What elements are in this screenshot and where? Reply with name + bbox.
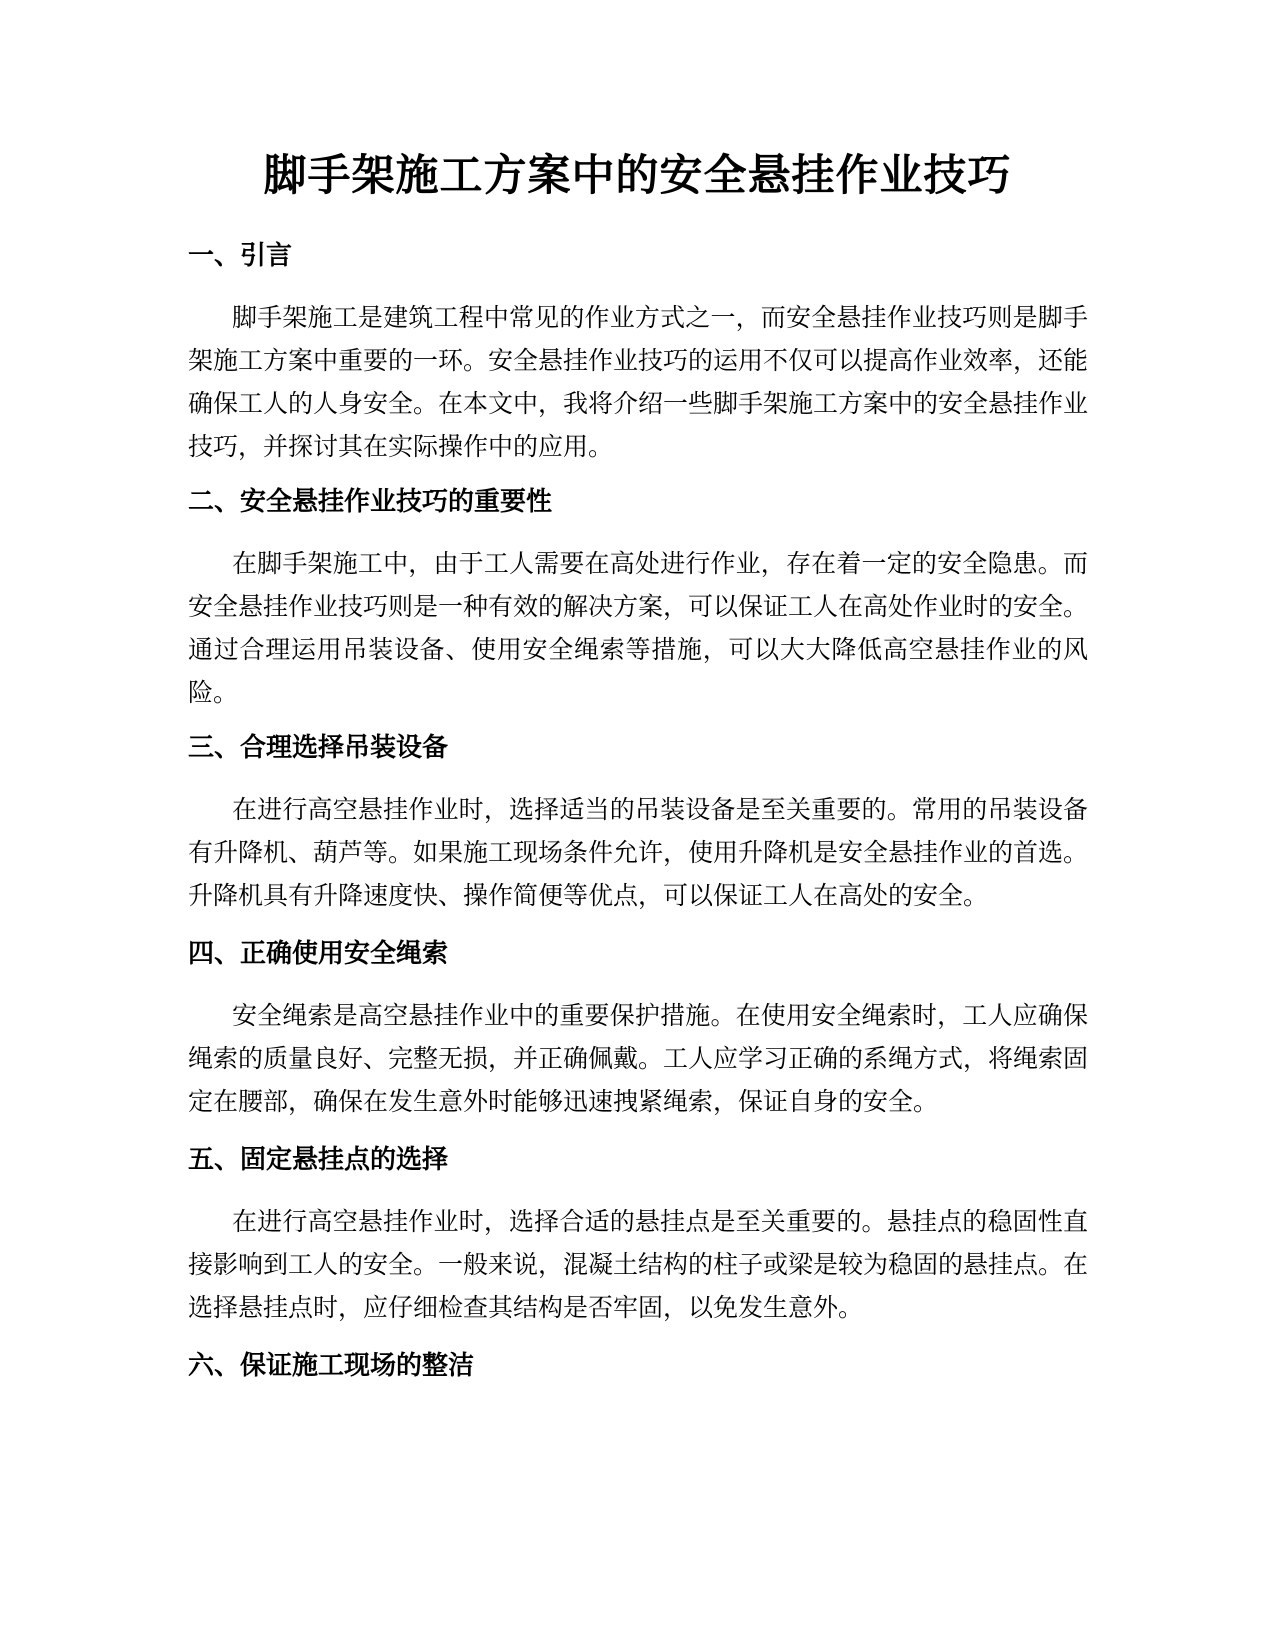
section-heading-introduction: 一、引言 <box>188 241 293 271</box>
section-paragraph-safety-rope: 安全绳索是高空悬挂作业中的重要保护措施。在使用安全绳索时，工人应确保绳索的质量良好、完整无损，并正确佩戴。工人应学习正确的系绳方式，将绳索固定在腰部，确保在发生意外时能够迅速拽紧绳索，保证自身的安全。 <box>188 1001 1089 1116</box>
section-heading-site-cleanliness: 六、保证施工现场的整洁 <box>188 1351 475 1381</box>
document-title: 脚手架施工方案中的安全悬挂作业技巧 <box>263 151 1012 201</box>
section-paragraph-anchor-point: 在进行高空悬挂作业时，选择合适的悬挂点是至关重要的。悬挂点的稳固性直接影响到工人的安全。一般来说，混凝土结构的柱子或梁是较为稳固的悬挂点。在选择悬挂点时，应仔细检查其结构是否牢固，以免发生意外。 <box>188 1207 1089 1322</box>
section-heading-lifting-equipment: 三、合理选择吊装设备 <box>188 733 449 763</box>
section-paragraph-lifting-equipment: 在进行高空悬挂作业时，选择适当的吊装设备是至关重要的。常用的吊装设备有升降机、葫芦等。如果施工现场条件允许，使用升降机是安全悬挂作业的首选。升降机具有升降速度快、操作简便等优点，可以保证工人在高处的安全。 <box>188 795 1089 910</box>
section-heading-safety-rope: 四、正确使用安全绳索 <box>188 939 449 969</box>
section-heading-importance: 二、安全悬挂作业技巧的重要性 <box>188 487 553 517</box>
section-paragraph-introduction: 脚手架施工是建筑工程中常见的作业方式之一，而安全悬挂作业技巧则是脚手架施工方案中重要的一环。安全悬挂作业技巧的运用不仅可以提高作业效率，还能确保工人的人身安全。在本文中，我将介绍一些脚手架施工方案中的安全悬挂作业技巧，并探讨其在实际操作中的应用。 <box>188 303 1089 461</box>
section-heading-anchor-point: 五、固定悬挂点的选择 <box>188 1145 449 1175</box>
section-paragraph-importance: 在脚手架施工中，由于工人需要在高处进行作业，存在着一定的安全隐患。而安全悬挂作业技巧则是一种有效的解决方案，可以保证工人在高处作业时的安全。通过合理运用吊装设备、使用安全绳索等措施，可以大大降低高空悬挂作业的风险。 <box>188 549 1089 707</box>
